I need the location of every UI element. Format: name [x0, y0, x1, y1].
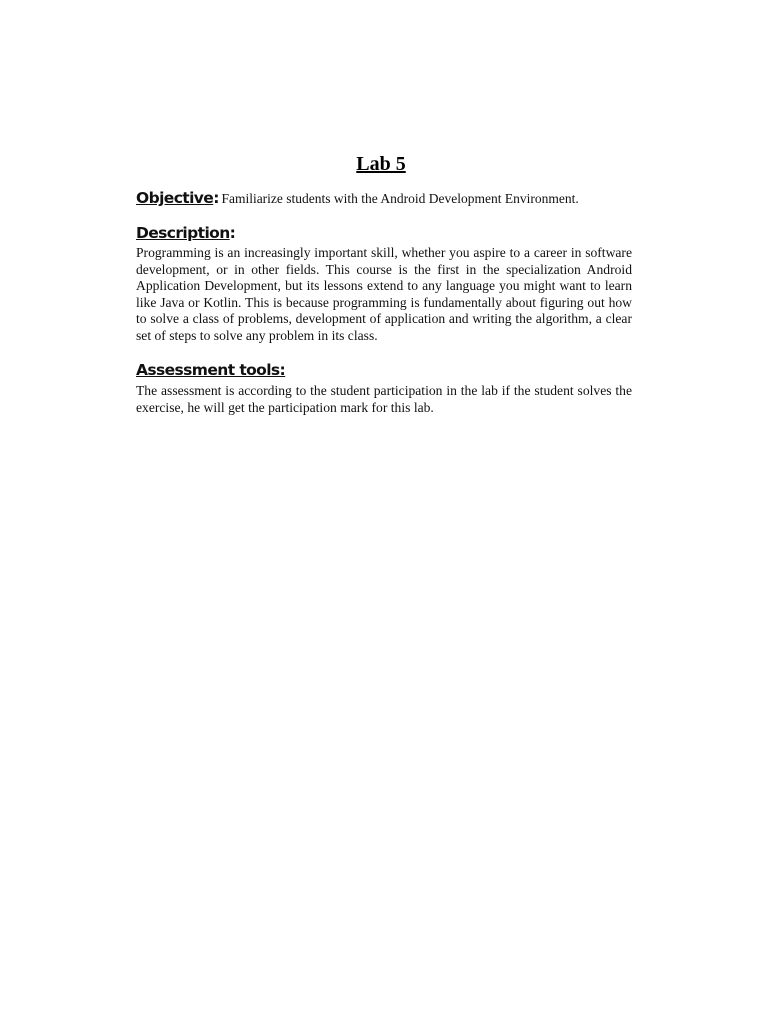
description-paragraph: Programming is an increasingly important skill, whether you aspire to a career in software development, or in other fields. This course is the first in the specialization Android Application Development, but its lessons extend to any language you might want to learn like Java or Kotlin. This is because programming is fundamentally about figuring out how to solve a class of problems, development of application and writing the algorithm, a clear set of steps to solve any problem in its class. [136, 245, 632, 343]
objective-section [136, 189, 632, 208]
assessment-paragraph: The assessment is according to the student participation in the lab if the student solves the exercise, he will get the participation mark for this lab. [136, 383, 632, 415]
objective-colon: : [213, 189, 220, 207]
assessment-heading-line [136, 361, 632, 380]
description-heading: Description [136, 224, 230, 242]
page-title [0, 153, 768, 176]
assessment-heading: Assessment tools: [136, 361, 286, 379]
objective-heading: Objective [136, 189, 214, 207]
objective-text: Familiarize students with the Android Development Environment. [221, 191, 579, 206]
description-colon: : [229, 224, 236, 242]
description-heading-line [136, 224, 632, 243]
lab-title-text: Lab 5 [356, 153, 406, 175]
